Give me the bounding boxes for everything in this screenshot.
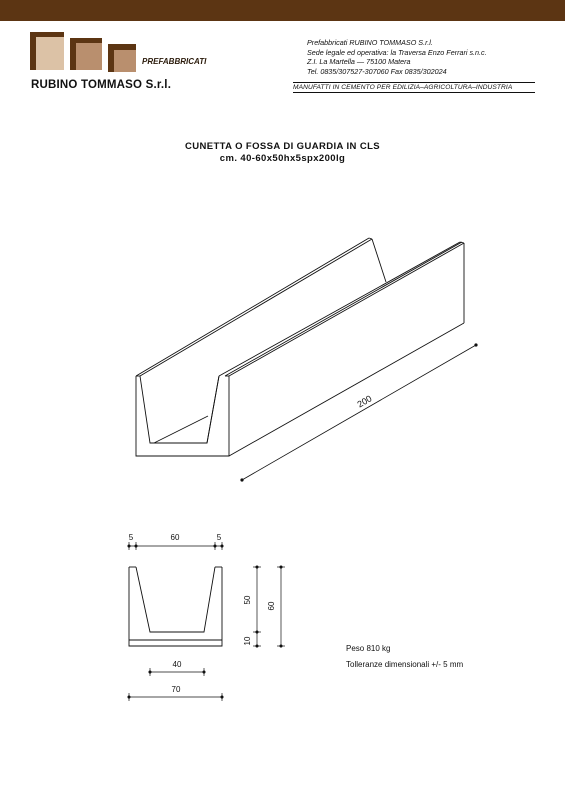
address-line: Prefabbricati RUBINO TOMMASO S.r.l. [307, 38, 433, 47]
dim-bottom-inner: 40 [172, 660, 182, 669]
length-dimension [241, 344, 477, 481]
brand-name: RUBINO TOMMASO S.r.l. [31, 79, 172, 91]
title-line-1: CUNETTA O FOSSA DI GUARDIA IN CLS [184, 141, 381, 152]
cross-section-view [129, 567, 222, 646]
dim-top-mid: 60 [170, 533, 180, 542]
dim-top-right: 5 [216, 533, 222, 542]
dim-total-height: 60 [267, 601, 276, 611]
dim-base: 10 [243, 636, 252, 646]
weight-info: Peso 810 kg [346, 644, 391, 653]
address-line: Z.I. La Martella — 75100 Matera [307, 57, 411, 67]
isometric-view [136, 238, 464, 456]
dim-top-left: 5 [128, 533, 134, 542]
dim-inner-height: 50 [243, 595, 252, 605]
length-label: 200 [355, 393, 374, 410]
address-line: Sede legale ed operativa: la Traversa Enzo Ferrari s.n.c. [307, 47, 487, 57]
address-line: Tel. 0835/307527-307060 Fax 0835/302024 [307, 66, 447, 76]
brand-subtitle: PREFABBRICATI [142, 57, 207, 66]
dim-bottom-total: 70 [171, 685, 181, 694]
top-dimension [128, 542, 223, 550]
company-tagline: MANUFATTI IN CEMENTO PER EDILIZIA–AGRICOLTURA–INDUSTRIA [293, 82, 535, 93]
title-line-2: cm. 40-60x50hx5spx200lg [219, 153, 346, 164]
tolerance-info: Tolleranze dimensionali +/- 5 mm [346, 660, 464, 669]
